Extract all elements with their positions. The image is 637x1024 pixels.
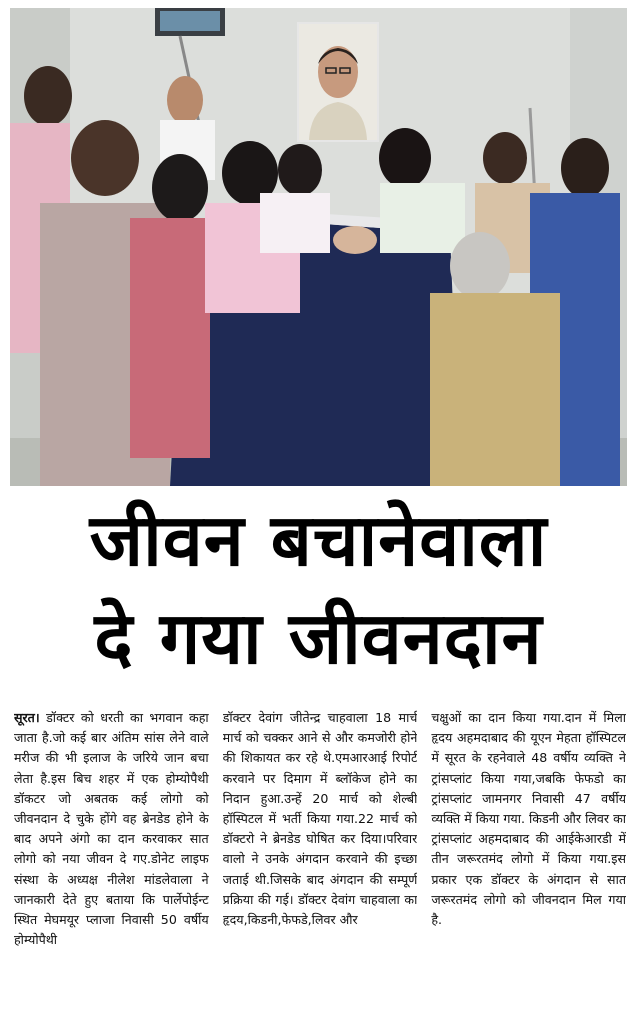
article-column-2 bbox=[223, 708, 418, 1018]
column-3-text: चक्षुओं का दान किया गया.दान में मिला हृदय अहमदाबाद की यूएन मेहता हॉस्पिटल में सूरत के रहनेवाले 48 वर्षीय व्यक्ति ने ट्रांसप्लांट किया गया,जबकि फेफडो का ट्रांसप्लांट जामनगर निवासी 47 वर्षीय व्यक्ति में किया गया. किडनी और लिवर का ट्रांसप्लांट अहमदाबाद की आईकेआरडी में तीन जरूरतमंद लोगो में किया गया.इस प्रकार एक डॉक्टर के अंगदान से सात जरूरतमंद लोगो को जीवनदान मिल गया है. bbox=[431, 710, 627, 928]
column-2-text: डॉक्टर देवांग जीतेन्द्र चाहवाला 18 मार्च मार्च को चक्कर आने से और कमजोरी होने की शिकायत कर रहे थे.एमआरआई रिपोर्ट करवाने पर दिमाग में ब्लॉकेज होने का निदान हुआ.उन्हें 20 मार्च को शेल्बी हॉस्पिटल में भर्ती किया गया.22 मार्च को डॉक्टरो ने ब्रेनडेड घोषित कर दिया।परिवार वालो ने उनके अंगदान करवाने की इच्छा जताई थी.जिसके बाद अंगदान की सम्पूर्ण प्रक्रिया की गई। डॉक्टर देवांग चाहवाला का हृदय,किडनी,फेफडे,लिवर और bbox=[222, 710, 418, 928]
article-body bbox=[14, 708, 626, 1018]
hospital-bedside-photo bbox=[10, 8, 627, 486]
column-1-text: डॉक्टर को धरती का भगवान कहा जाता है.जो कई बार अंतिम सांस लेने वाले मरीज की भी इलाज के जरिये जान बचा लेता है.इस बिच शहर में एक होम्योपैथी डॉकटर जो अबतक कई लोगो को जीवनदान दे चुके होंगे वह ब्रेनडेड होने के बाद अपने अंगो का दान करवाकर सात लोगो को नया जीवन दे गए.डोनेट लाइफ संस्था के अध्यक्ष नीलेश मांडलेवाला ने जानकारी देते हुए बताया कि पार्लेपोईन्ट स्थित मेघमयूर प्लाजा निवासी 50 वर्षीय होम्योपैथी bbox=[14, 710, 209, 948]
headline-line-2: दे गया जीवनदान bbox=[94, 596, 543, 680]
article-column-1 bbox=[14, 708, 209, 1018]
donor-portrait bbox=[297, 22, 379, 142]
headline-line-1: जीवन बचानेवाला bbox=[89, 498, 548, 582]
article-column-3 bbox=[431, 708, 626, 1018]
dateline: सूरत। bbox=[14, 710, 40, 725]
portrait-illustration bbox=[299, 24, 377, 140]
